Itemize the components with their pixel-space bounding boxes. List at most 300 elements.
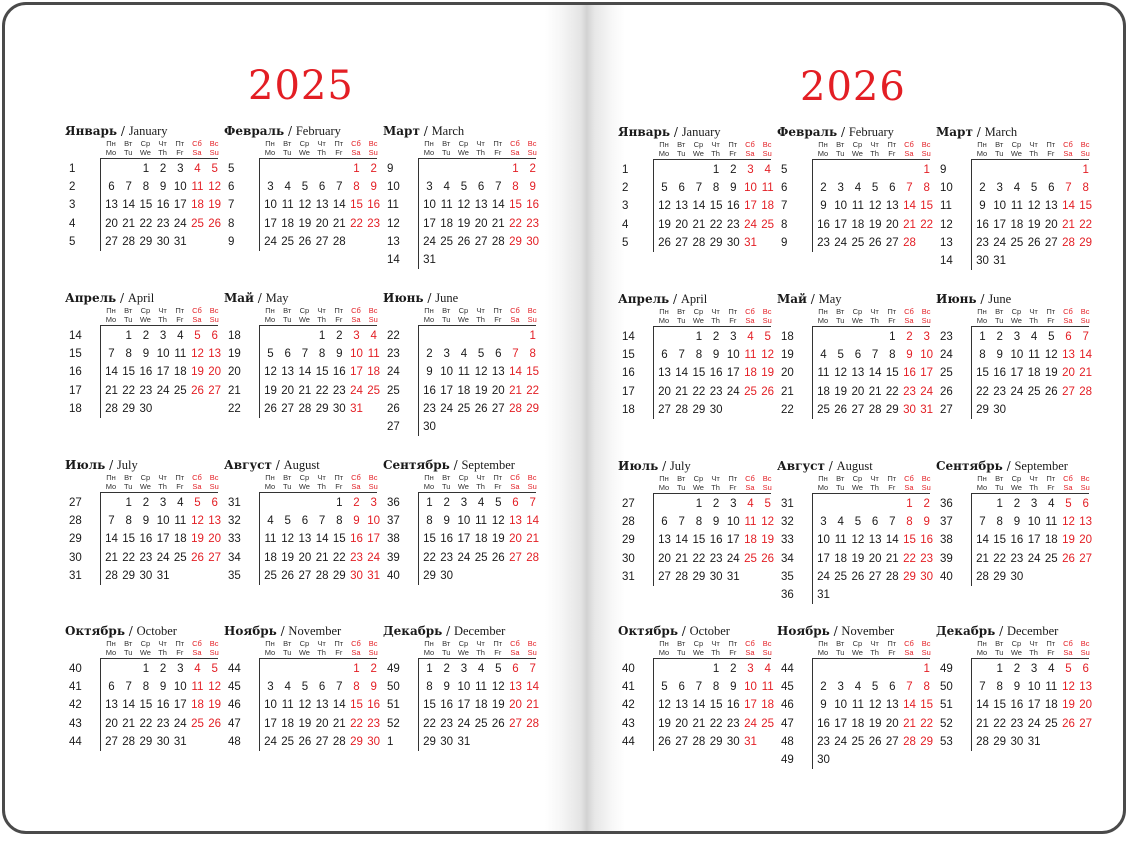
week-number: 2 — [69, 181, 76, 194]
weekday-label: Пт Fr — [728, 307, 738, 325]
day-cell: 31 — [457, 735, 471, 748]
month-block — [65, 623, 222, 748]
header-rule — [812, 493, 930, 494]
weekday-label: Вс Su — [921, 639, 931, 657]
day-cell: 16 — [139, 533, 153, 546]
day-cell: 30 — [1010, 570, 1024, 583]
day-cell: 4 — [194, 163, 201, 175]
weekday-label: Сб Sa — [351, 639, 361, 657]
week-number: 43 — [69, 717, 82, 730]
day-cell: 29 — [423, 569, 436, 582]
day-cell: 24 — [744, 218, 757, 231]
week-number: 4 — [69, 217, 76, 230]
day-cell: 19 — [208, 699, 222, 712]
day-cell: 20 — [658, 552, 671, 565]
week-number: 11 — [387, 199, 399, 212]
day-cell: 24 — [726, 552, 740, 565]
day-cell: 15 — [332, 533, 346, 546]
weekday-label: Чт Th — [870, 639, 879, 657]
weekday-label: Чт Th — [317, 639, 326, 657]
day-cell: 15 — [920, 699, 934, 712]
weekday-header — [100, 139, 219, 159]
day-cell: 4 — [370, 330, 377, 342]
day-cell: 18 — [744, 534, 757, 547]
day-cell: 1 — [889, 331, 896, 343]
day-cell: 13 — [474, 199, 488, 212]
header-rule — [653, 159, 771, 160]
week-number: 18 — [781, 331, 794, 343]
day-cell: 22 — [509, 217, 522, 230]
day-cell: 14 — [976, 699, 989, 712]
day-cell: 1 — [712, 164, 720, 176]
header-rule — [653, 658, 771, 659]
day-cell: 13 — [1044, 200, 1058, 213]
day-cell: 21 — [903, 717, 916, 730]
day-cell: 18 — [457, 384, 471, 397]
weekday-label: Вт Tu — [282, 639, 292, 657]
day-cell: 14 — [105, 533, 118, 546]
weekday-label: Ср We — [692, 140, 704, 158]
day-cell: 18 — [474, 699, 488, 712]
day-cell: 18 — [440, 217, 454, 230]
weekday-label: Вс Su — [527, 306, 537, 324]
day-cell: 8 — [529, 348, 536, 361]
day-cell: 22 — [332, 551, 346, 564]
month-block — [383, 623, 540, 748]
day-cell: 2 — [353, 497, 360, 509]
week-number-rule — [100, 158, 101, 251]
day-cell: 9 — [370, 681, 377, 694]
day-cell: 1 — [336, 497, 343, 509]
day-cell: 13 — [1079, 681, 1093, 694]
day-cell: 28 — [868, 403, 882, 416]
week-number: 5 — [228, 163, 235, 175]
day-cell: 13 — [885, 699, 899, 712]
day-cell: 6 — [871, 516, 879, 529]
weekday-label: Сб Sa — [192, 639, 202, 657]
day-cell: 4 — [764, 164, 771, 176]
weekday-label: Пт Fr — [1046, 639, 1056, 657]
day-cell: 19 — [191, 366, 204, 379]
day-cell: 15 — [350, 699, 363, 712]
month-name-separator: / — [837, 125, 849, 139]
day-cell: 12 — [191, 515, 204, 528]
day-cell: 29 — [526, 402, 540, 415]
day-cell: 18 — [281, 217, 295, 230]
weekday-label: Сб Sa — [351, 473, 361, 491]
week-number: 5 — [622, 236, 629, 249]
month-name-ru: Октябрь — [65, 624, 125, 638]
day-cell: 12 — [1027, 200, 1041, 213]
weekday-label: Сб Sa — [510, 139, 520, 157]
weekday-label: Пн Mo — [105, 639, 117, 657]
weekday-label: Вт Tu — [994, 474, 1004, 492]
month-block — [618, 458, 775, 583]
day-cell: 20 — [509, 699, 522, 712]
week-number: 14 — [69, 330, 82, 342]
weekday-label: Пн Mo — [658, 307, 670, 325]
day-cell: 3 — [177, 663, 184, 675]
header-rule — [259, 658, 377, 659]
day-cell: 31 — [1027, 735, 1041, 748]
week-number: 22 — [781, 403, 794, 416]
week-number: 28 — [69, 515, 82, 528]
day-cell: 1 — [426, 497, 433, 509]
day-cell: 5 — [661, 681, 668, 694]
day-cell: 7 — [108, 348, 115, 361]
weekday-label: Ср We — [298, 306, 310, 324]
day-cell: 25 — [1044, 552, 1058, 565]
month-block — [224, 123, 381, 248]
day-cell: 7 — [529, 497, 536, 509]
week-number: 23 — [387, 348, 400, 361]
week-number: 38 — [940, 534, 953, 547]
day-cell: 2 — [730, 663, 737, 675]
day-cell: 29 — [903, 570, 916, 583]
weekday-label: Ср We — [1010, 307, 1022, 325]
day-cell: 7 — [678, 516, 685, 529]
day-cell: 24 — [367, 551, 381, 564]
weekday-label: Вс Su — [209, 473, 219, 491]
day-cell: 10 — [726, 349, 740, 362]
day-cell: 27 — [1062, 385, 1075, 398]
day-cell: 15 — [692, 534, 706, 547]
day-cell: 6 — [477, 181, 485, 194]
weekday-label: Вт Tu — [441, 139, 451, 157]
day-cell: 24 — [264, 735, 277, 748]
day-cell: 23 — [817, 236, 830, 249]
day-cell: 26 — [1062, 552, 1075, 565]
weekday-label: Сб Sa — [745, 140, 755, 158]
day-cell: 11 — [475, 515, 488, 528]
day-cell: 20 — [281, 384, 295, 397]
weekday-label: Чт Th — [1029, 474, 1038, 492]
day-cell: 8 — [906, 516, 913, 529]
month-name-separator: / — [806, 292, 819, 306]
week-number: 31 — [781, 498, 794, 510]
day-cell: 12 — [761, 349, 775, 362]
day-cell: 13 — [885, 200, 899, 213]
week-number: 15 — [622, 349, 635, 362]
week-number: 44 — [69, 735, 82, 748]
week-number: 42 — [622, 699, 635, 712]
day-cell: 5 — [267, 348, 274, 361]
weekday-label: Вс Su — [368, 306, 378, 324]
day-cell: 7 — [678, 349, 685, 362]
week-number-rule — [653, 658, 654, 751]
day-cell: 7 — [495, 181, 502, 194]
day-cell: 9 — [336, 348, 343, 361]
day-cell: 6 — [889, 182, 896, 195]
day-cell: 26 — [761, 552, 775, 565]
week-number: 10 — [387, 181, 400, 194]
week-number: 26 — [940, 385, 953, 398]
day-cell: 25 — [851, 236, 865, 249]
day-cell: 24 — [173, 217, 187, 230]
day-cell: 14 — [692, 699, 706, 712]
day-cell: 4 — [837, 516, 844, 529]
day-cell: 2 — [996, 331, 1003, 343]
day-cell: 4 — [747, 498, 754, 510]
day-cell: 14 — [885, 534, 899, 547]
day-cell: 26 — [658, 236, 671, 249]
day-cell: 1 — [318, 330, 326, 342]
week-number: 34 — [781, 552, 794, 565]
day-cell: 8 — [996, 681, 1003, 694]
month-name-en: June — [988, 292, 1012, 306]
day-cell: 13 — [315, 199, 329, 212]
day-cell: 27 — [509, 717, 522, 730]
day-cell: 16 — [332, 366, 346, 379]
day-cell: 12 — [658, 200, 671, 213]
weekday-label: Ср We — [298, 473, 310, 491]
month-name-separator: / — [677, 624, 690, 638]
day-cell: 18 — [744, 367, 757, 380]
week-number-rule — [418, 158, 419, 269]
day-cell: 19 — [208, 199, 222, 212]
month-name-ru: Февраль — [224, 124, 285, 138]
day-cell: 16 — [709, 367, 723, 380]
weekday-header — [971, 307, 1090, 327]
day-cell: 17 — [817, 552, 830, 565]
weekday-label: Сб Sa — [745, 639, 755, 657]
day-cell: 23 — [1010, 552, 1024, 565]
day-cell: 18 — [191, 699, 204, 712]
day-cell: 10 — [920, 349, 934, 362]
day-cell: 30 — [993, 403, 1007, 416]
day-cell: 14 — [692, 200, 706, 213]
weekday-label: Вт Tu — [994, 307, 1004, 325]
day-cell: 31 — [156, 569, 170, 582]
week-number: 44 — [781, 663, 794, 675]
day-cell: 8 — [889, 349, 896, 362]
day-cell: 14 — [122, 199, 136, 212]
day-cell: 14 — [1062, 200, 1075, 213]
weekday-label: Пн Mo — [817, 307, 829, 325]
month-title — [618, 291, 768, 307]
week-number-rule — [418, 658, 419, 751]
week-number-rule — [971, 658, 972, 751]
weekday-label: Пн Mo — [976, 639, 988, 657]
month-name-en: February — [848, 125, 894, 139]
day-cell: 17 — [744, 699, 757, 712]
day-cell: 14 — [675, 534, 689, 547]
day-cell: 16 — [726, 200, 740, 213]
day-cell: 6 — [1065, 331, 1072, 343]
day-cell: 27 — [281, 402, 295, 415]
day-cell: 3 — [267, 181, 274, 194]
week-number: 22 — [228, 402, 241, 415]
day-cell: 28 — [675, 403, 689, 416]
header-rule — [100, 325, 218, 326]
day-cell: 20 — [658, 385, 671, 398]
header-rule — [418, 492, 536, 493]
month-name-en: January — [681, 125, 721, 139]
day-cell: 31 — [993, 255, 1007, 267]
month-name-ru: Январь — [618, 125, 671, 139]
week-number: 49 — [781, 754, 794, 766]
day-cell: 24 — [834, 735, 848, 748]
weekday-label: Сб Sa — [1063, 140, 1073, 158]
week-number: 40 — [69, 663, 82, 675]
weekday-label: Вс Su — [527, 473, 537, 491]
weekday-label: Вт Tu — [441, 473, 451, 491]
week-number: 1 — [387, 735, 394, 748]
weekday-label: Ср We — [139, 139, 151, 157]
day-cell: 30 — [726, 735, 740, 748]
day-cell: 31 — [920, 403, 934, 416]
weekday-label: Ср We — [139, 639, 151, 657]
week-number: 14 — [940, 255, 953, 267]
day-cell: 3 — [353, 330, 360, 342]
month-name-separator: / — [105, 458, 117, 472]
month-name-ru: Июнь — [936, 292, 977, 306]
day-cell: 31 — [744, 735, 757, 748]
day-cell: 18 — [1044, 534, 1058, 547]
header-rule — [259, 158, 377, 159]
day-cell: 28 — [491, 235, 505, 248]
day-cell: 6 — [211, 330, 218, 342]
weekday-label: Пн Mo — [817, 140, 829, 158]
month-name-en: May — [818, 292, 842, 306]
weekday-label: Сб Sa — [745, 307, 755, 325]
day-cell: 10 — [1010, 349, 1024, 362]
day-cell: 30 — [350, 569, 363, 582]
week-number: 40 — [940, 570, 953, 583]
week-number: 41 — [69, 681, 82, 694]
week-number: 3 — [69, 199, 76, 212]
day-cell: 17 — [264, 217, 277, 230]
month-title — [777, 623, 927, 639]
day-cell: 8 — [142, 681, 150, 694]
weekday-label: Пт Fr — [728, 140, 738, 158]
day-cell: 20 — [868, 552, 882, 565]
day-cell: 21 — [298, 384, 312, 397]
month-block — [383, 123, 540, 266]
day-cell: 6 — [284, 348, 291, 361]
day-cell: 22 — [709, 218, 723, 231]
weekday-label: Вт Tu — [123, 473, 133, 491]
weekday-label: Чт Th — [476, 639, 485, 657]
day-cell: 23 — [526, 217, 540, 230]
week-number-rule — [418, 325, 419, 436]
weekday-label: Вс Su — [921, 140, 931, 158]
day-cell: 29 — [122, 402, 136, 415]
day-cell: 6 — [1082, 498, 1089, 510]
day-cell: 31 — [173, 735, 187, 748]
day-cell: 14 — [868, 367, 882, 380]
day-cell: 9 — [996, 349, 1003, 362]
day-cell: 10 — [1027, 516, 1041, 529]
week-number: 39 — [387, 551, 400, 564]
day-cell: 7 — [1065, 182, 1072, 195]
day-cell: 21 — [1062, 218, 1075, 231]
day-cell: 1 — [142, 663, 150, 675]
month-name-ru: Январь — [65, 124, 118, 138]
day-cell: 19 — [658, 218, 671, 231]
weekday-label: Чт Th — [317, 139, 326, 157]
week-number: 14 — [622, 331, 635, 343]
day-cell: 24 — [457, 717, 471, 730]
day-cell: 2 — [730, 164, 737, 176]
day-cell: 23 — [367, 717, 381, 730]
weekday-label: Вт Tu — [835, 307, 845, 325]
weekday-label: Чт Th — [711, 307, 720, 325]
week-number: 37 — [387, 515, 400, 528]
day-cell: 11 — [744, 516, 757, 529]
day-cell: 11 — [851, 200, 864, 213]
weekday-label: Чт Th — [711, 639, 720, 657]
weekday-label: Пт Fr — [728, 639, 738, 657]
day-cell: 10 — [744, 681, 757, 694]
day-cell: 12 — [474, 366, 488, 379]
day-cell: 14 — [526, 515, 540, 528]
day-cell: 24 — [993, 236, 1007, 249]
day-cell: 27 — [1079, 552, 1093, 565]
day-cell: 8 — [1082, 182, 1089, 195]
day-cell: 11 — [281, 199, 294, 212]
month-name-en: July — [669, 459, 691, 473]
day-cell: 19 — [298, 217, 312, 230]
week-number: 44 — [228, 663, 241, 675]
weekday-label: Вт Tu — [441, 639, 451, 657]
day-cell: 16 — [156, 699, 170, 712]
day-cell: 12 — [834, 367, 848, 380]
day-cell: 18 — [817, 385, 830, 398]
day-cell: 28 — [692, 236, 706, 249]
day-cell: 13 — [298, 533, 312, 546]
week-number: 36 — [781, 589, 794, 601]
week-number: 14 — [387, 254, 400, 266]
day-cell: 15 — [903, 534, 916, 547]
month-block — [936, 458, 1093, 583]
month-title — [618, 124, 768, 140]
day-cell: 28 — [315, 569, 329, 582]
day-cell: 15 — [692, 367, 706, 380]
weekday-label: Вт Tu — [123, 639, 133, 657]
day-cell: 29 — [332, 569, 346, 582]
weekday-label: Вт Tu — [282, 306, 292, 324]
day-cell: 17 — [350, 366, 363, 379]
month-block — [618, 623, 775, 748]
month-title — [224, 290, 374, 306]
day-cell: 4 — [284, 681, 291, 694]
day-cell: 25 — [834, 570, 848, 583]
day-cell: 16 — [993, 367, 1007, 380]
day-cell: 13 — [208, 348, 222, 361]
day-cell: 20 — [1079, 699, 1093, 712]
weekday-label: Пн Mo — [105, 306, 117, 324]
day-cell: 9 — [820, 200, 827, 213]
day-cell: 4 — [460, 348, 468, 361]
day-cell: 3 — [837, 681, 844, 694]
day-cell: 8 — [712, 681, 720, 694]
day-cell: 19 — [491, 533, 505, 546]
day-cell: 21 — [509, 384, 522, 397]
month-block — [65, 457, 222, 582]
day-cell: 18 — [851, 218, 865, 231]
calendar-book — [2, 2, 1126, 834]
day-cell: 13 — [675, 200, 689, 213]
day-cell: 29 — [976, 403, 989, 416]
day-cell: 18 — [1010, 218, 1024, 231]
month-title — [65, 457, 215, 473]
day-cell: 3 — [730, 498, 737, 510]
week-number: 16 — [622, 367, 635, 380]
day-cell: 17 — [920, 367, 934, 380]
day-cell: 15 — [423, 699, 436, 712]
day-cell: 18 — [191, 199, 204, 212]
